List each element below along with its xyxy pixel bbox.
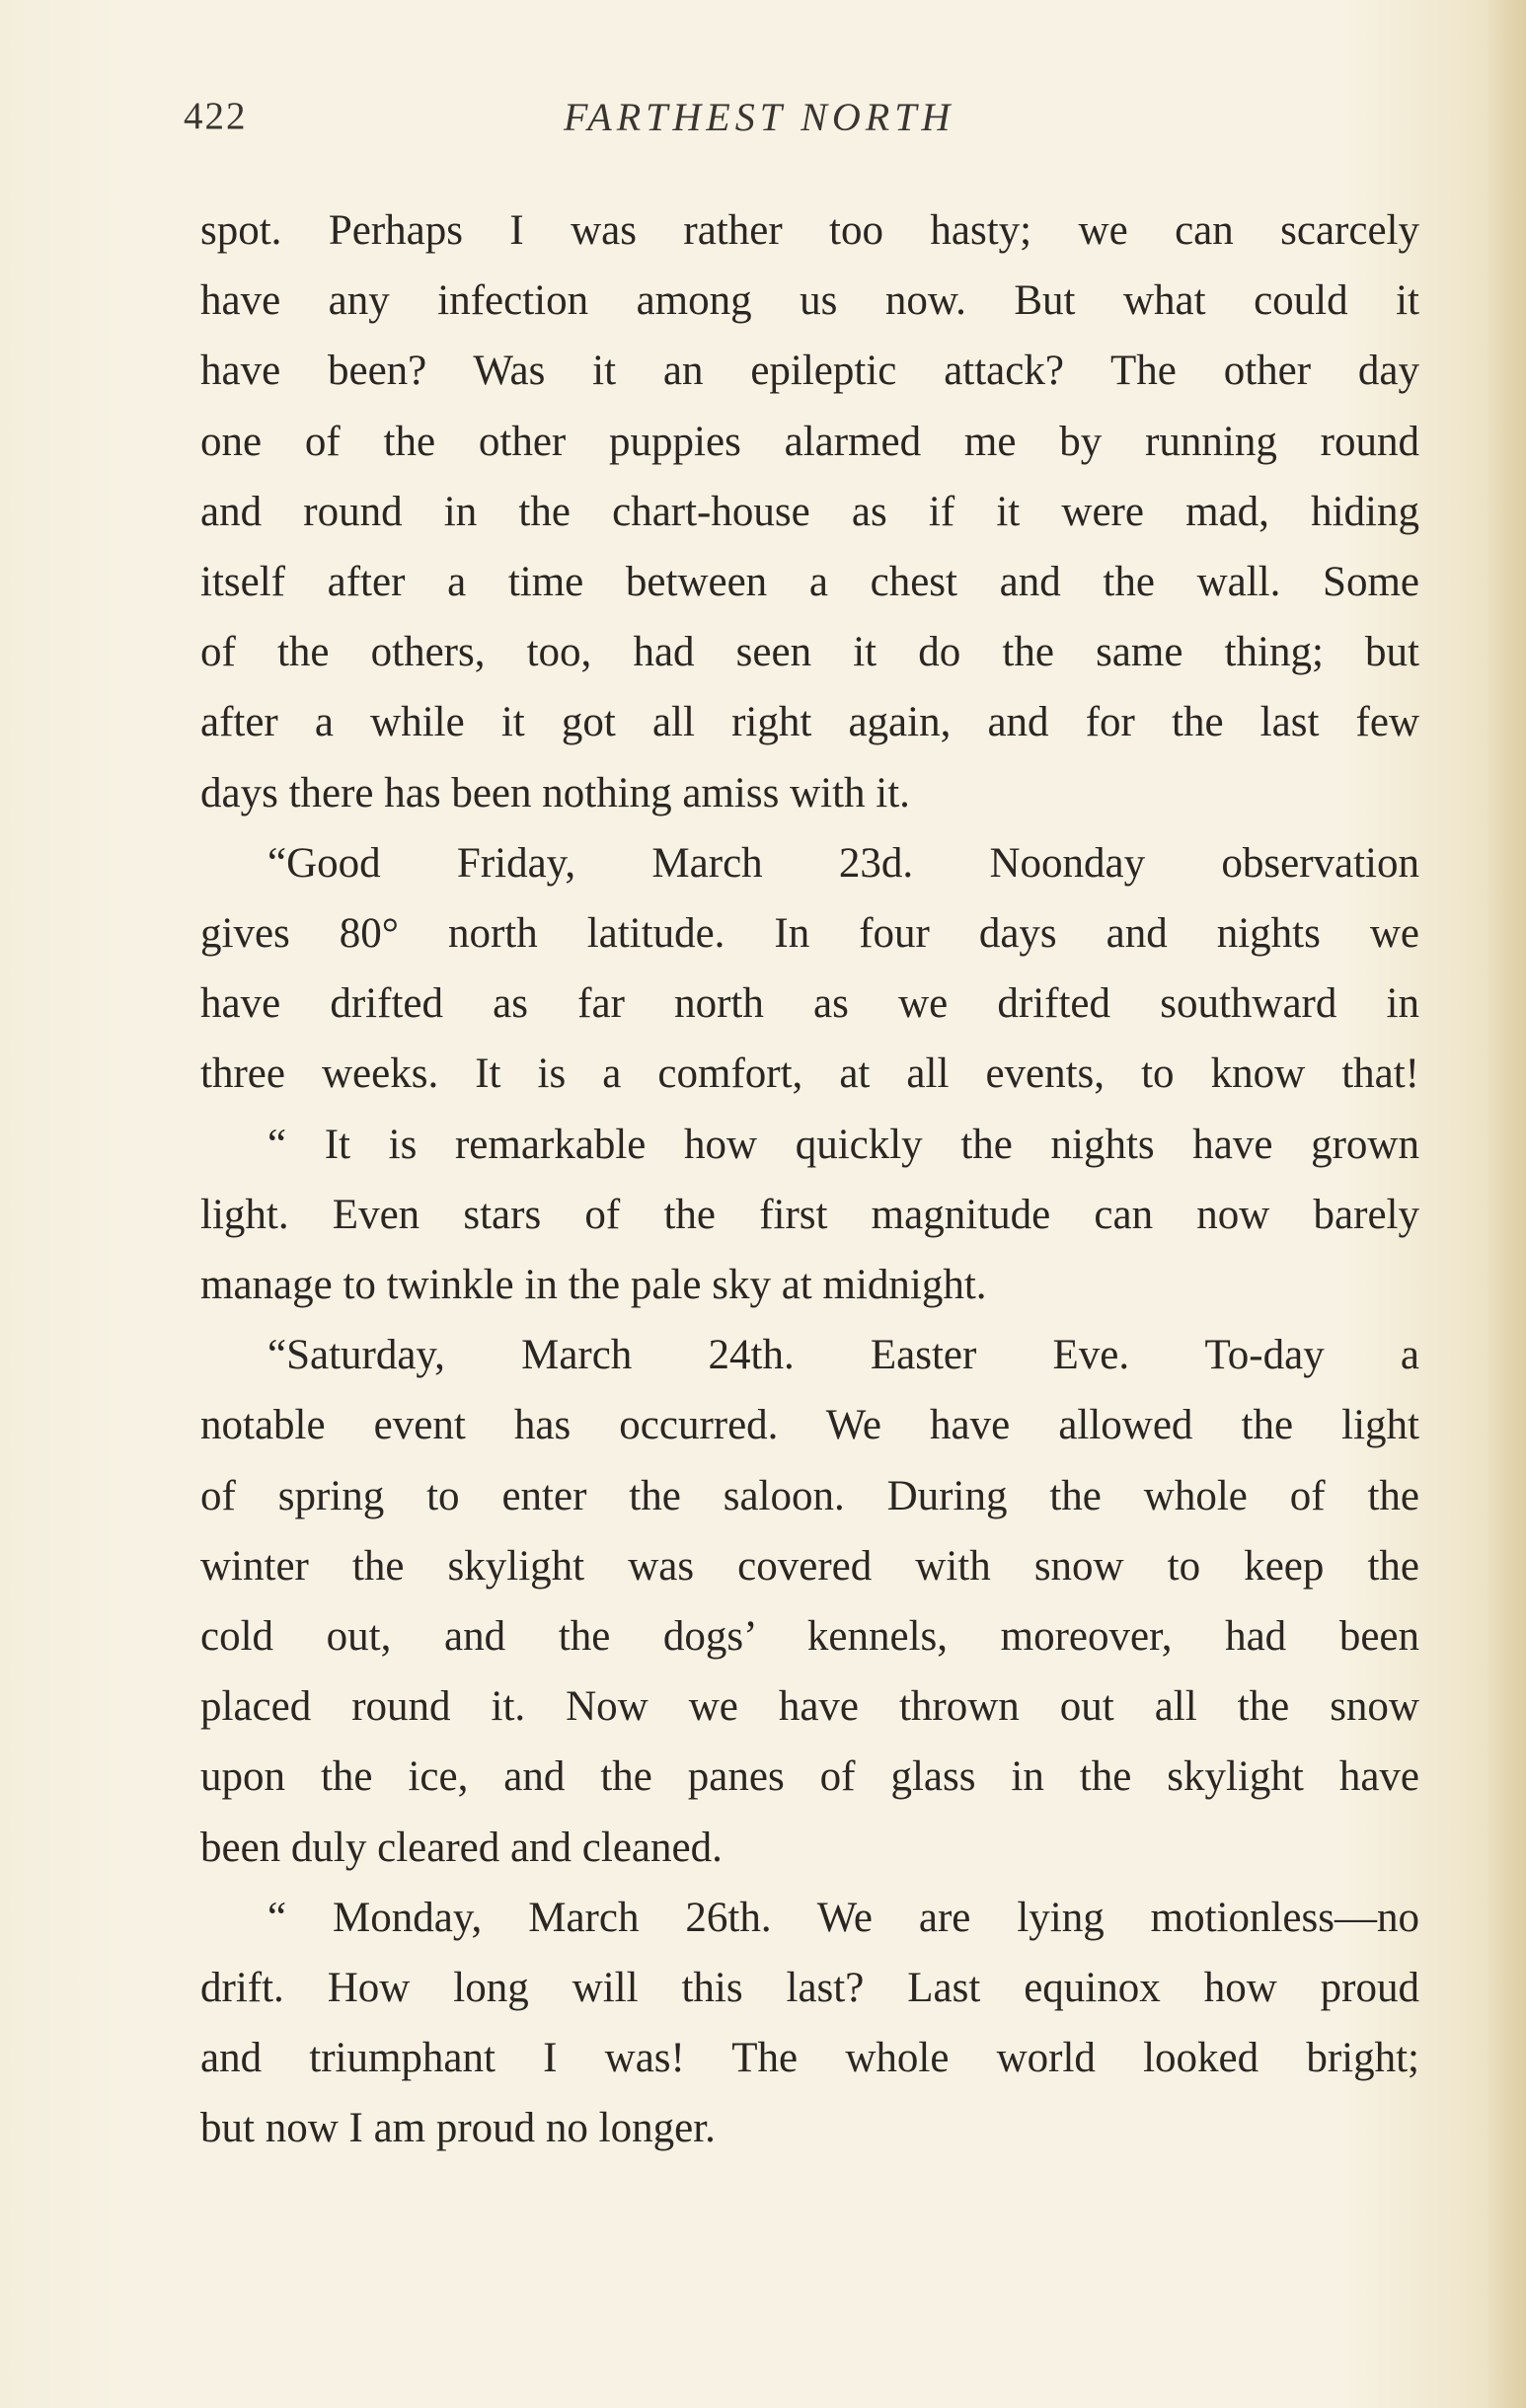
text-line: have been? Was it an epileptic attack? The other day [200, 348, 1419, 395]
text-line: spot. Perhaps I was rather too hasty; we can scarcely [200, 207, 1419, 254]
text-line: days there has been nothing amiss with it. [200, 769, 910, 816]
text-line: “ Monday, March 26th. We are lying motionless—no [267, 1894, 1419, 1941]
text-line: after a while it got all right again, and for the last few [200, 699, 1419, 746]
paragraph [200, 828, 1419, 1110]
page-edge-shading [1487, 0, 1526, 2408]
text-line: have any infection among us now. But what could it [200, 277, 1419, 325]
text-line: “ It is remarkable how quickly the nights have grown [267, 1121, 1419, 1168]
page-number: 422 [184, 95, 248, 137]
paragraph [200, 1110, 1419, 1321]
text-line: upon the ice, and the panes of glass in the skylight have [200, 1753, 1419, 1801]
text-line: drift. How long will this last? Last equinox how proud [200, 1965, 1419, 2012]
text-line: gives 80° north latitude. In four days and nights we [200, 910, 1419, 958]
text-line: but now I am proud no longer. [200, 2105, 716, 2152]
paragraph [200, 1883, 1419, 2164]
text-line: three weeks. It is a comfort, at all events, to know that! [200, 1050, 1419, 1098]
running-head [184, 94, 1427, 153]
text-line: light. Even stars of the first magnitude can now barely [200, 1191, 1419, 1238]
text-line: placed round it. Now we have thrown out all the snow [200, 1683, 1419, 1731]
paragraph [200, 1320, 1419, 1883]
body-text [200, 195, 1419, 2164]
text-line: winter the skylight was covered with snow to keep the [200, 1542, 1419, 1590]
running-title: FARTHEST NORTH [564, 95, 955, 139]
text-line: have drifted as far north as we drifted southward in [200, 980, 1419, 1028]
text-line: itself after a time between a chest and the wall. Some [200, 559, 1419, 606]
text-line: of the others, too, had seen it do the same thing; but [200, 629, 1419, 676]
text-line: cold out, and the dogs’ kennels, moreover, had been [200, 1613, 1419, 1661]
text-line: one of the other puppies alarmed me by running round [200, 418, 1419, 465]
text-line: and round in the chart-house as if it were mad, hiding [200, 488, 1419, 535]
text-line: been duly cleared and cleaned. [200, 1824, 723, 1871]
text-line: manage to twinkle in the pale sky at midnight. [200, 1262, 987, 1309]
text-line: notable event has occurred. We have allowed the light [200, 1402, 1419, 1449]
text-line: “Good Friday, March 23d. Noonday observation [267, 839, 1419, 887]
text-line: and triumphant I was! The whole world looked bright; [200, 2035, 1419, 2082]
text-line: “Saturday, March 24th. Easter Eve. To-day a [267, 1332, 1419, 1379]
paragraph [200, 195, 1419, 828]
text-line: of spring to enter the saloon. During the whole of the [200, 1472, 1419, 1519]
